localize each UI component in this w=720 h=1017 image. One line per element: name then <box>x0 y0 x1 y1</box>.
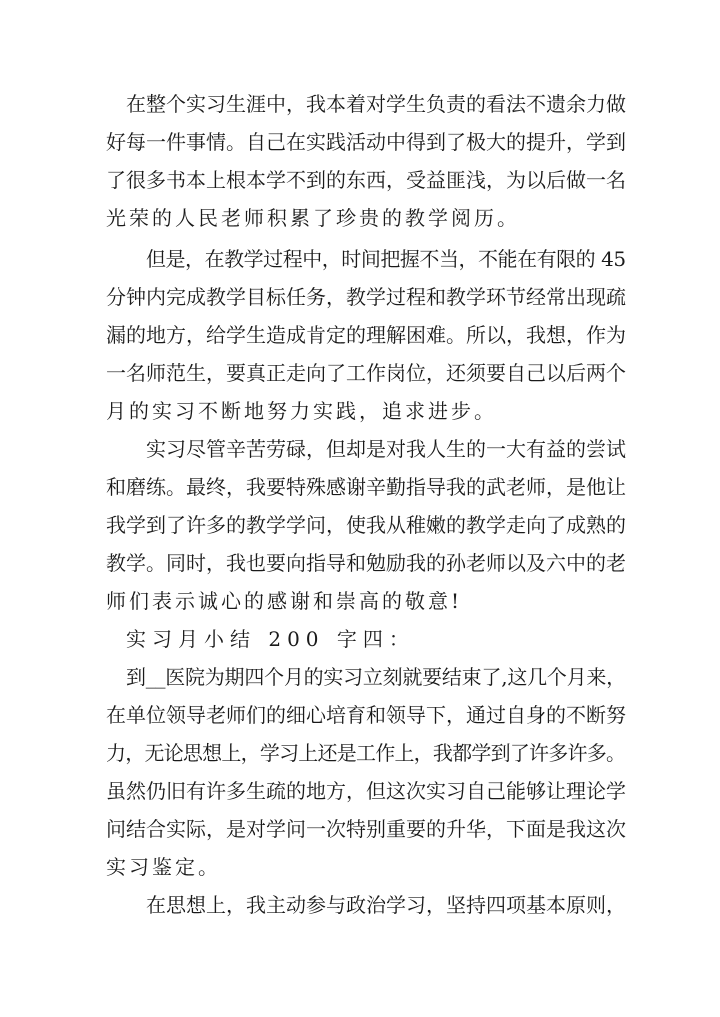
paragraph-2-line-2: 分钟内完成教学目标任务，教学过程和教学环节经常出现疏 <box>106 285 626 309</box>
section-heading: 实习月小结 200 字四： <box>126 627 415 651</box>
paragraph-2-line-5: 月的实习不断地努力实践，追求进步。 <box>106 399 497 423</box>
paragraph-5-line-1: 在思想上，我主动参与政治学习，坚持四项基本原则， <box>146 893 626 917</box>
paragraph-2-line-1: 但是，在教学过程中，时间把握不当，不能在有限的 45 <box>146 247 626 271</box>
paragraph-2-line-4: 一名师范生，要真正走向了工作岗位，还须要自己以后两个 <box>106 361 626 385</box>
paragraph-4-line-2: 在单位领导老师们的细心培育和领导下，通过自身的不断努 <box>106 703 626 727</box>
paragraph-3-line-4: 教学。同时，我也要向指导和勉励我的孙老师以及六中的老 <box>106 551 626 575</box>
paragraph-1-line-2: 好每一件事情。自己在实践活动中得到了极大的提升，学到 <box>106 130 626 154</box>
paragraph-1-line-4: 光荣的人民老师积累了珍贵的教学阅历。 <box>106 206 520 230</box>
paragraph-4-line-5: 问结合实际，是对学问一次特别重要的升华，下面是我这次 <box>106 817 626 841</box>
paragraph-1-line-3: 了很多书本上根本学不到的东西，受益匪浅，为以后做一名 <box>106 168 626 192</box>
paragraph-4-line-3: 力，无论思想上，学习上还是工作上，我都学到了许多许多。 <box>106 741 626 765</box>
paragraph-4-line-6: 实习鉴定。 <box>106 855 221 879</box>
paragraph-4-line-4: 虽然仍旧有许多生疏的地方，但这次实习自己能够让理论学 <box>106 779 626 803</box>
paragraph-4-line-1: 到__医院为期四个月的实习立刻就要结束了,这几个月来， <box>126 665 626 689</box>
paragraph-3-line-3: 我学到了许多的教学学问，使我从稚嫩的教学走向了成熟的 <box>106 513 626 537</box>
paragraph-1-line-1: 在整个实习生涯中，我本着对学生负责的看法不遗余力做 <box>126 92 626 116</box>
paragraph-3-line-5: 师们表示诚心的感谢和崇高的敬意! <box>106 589 463 613</box>
paragraph-3-line-2: 和磨练。最终，我要特殊感谢辛勤指导我的武老师，是他让 <box>106 475 626 499</box>
paragraph-2-line-3: 漏的地方，给学生造成肯定的理解困难。所以，我想，作为 <box>106 323 626 347</box>
paragraph-3-line-1: 实习尽管辛苦劳碌，但却是对我人生的一大有益的尝试 <box>146 437 626 461</box>
